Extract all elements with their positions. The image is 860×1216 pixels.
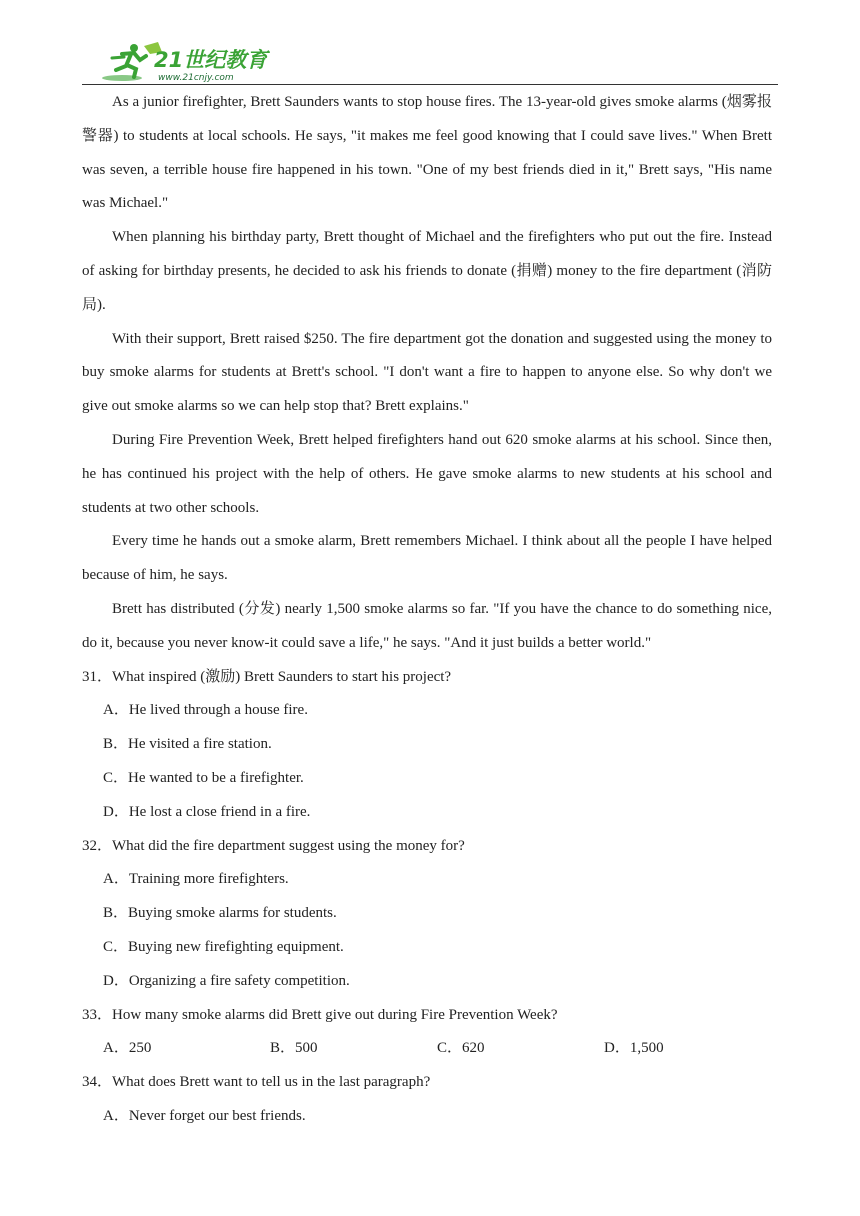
passage-paragraph-4: During Fire Prevention Week, Brett helped firefighters hand out 620 smoke alarms at his school. Since then, he has continued his project with the help of others. He gave smoke alarms to new students at his school and students at two other schools. [82,431,772,516]
question-32: 32．What did the fire department suggest using the money for? [82,837,465,854]
q33-option-a: A．250 [103,1040,152,1057]
q31-option-c: C．He wanted to be a firefighter. [103,769,304,786]
question-34: 34．What does Brett want to tell us in the last paragraph? [82,1074,431,1091]
passage-paragraph-5: Every time he hands out a smoke alarm, Brett remembers Michael. I think about all the people I have helped because of him, he says. [82,533,772,584]
document-body [82,86,772,1134]
q32-option-d: D．Organizing a fire safety competition. [103,972,350,989]
q33-option-b: B．500 [270,1040,318,1057]
passage-paragraph-2: When planning his birthday party, Brett thought of Michael and the firefighters who put out the fire. Instead of asking for birthday presents, he decided to ask his friends to donate (捐赠) money to the fire department (消防局). [82,229,772,313]
svg-text:www.21cnjy.com: www.21cnjy.com [158,73,234,83]
q32-option-c: C．Buying new firefighting equipment. [103,938,344,955]
q33-options [82,1032,772,1066]
q31-option-a: A．He lived through a house fire. [103,702,308,719]
q32-option-a: A．Training more firefighters. [103,871,289,888]
question-33: 33．How many smoke alarms did Brett give out during Fire Prevention Week? [82,1006,558,1023]
logo-21cnjy-icon [100,40,270,84]
header-divider [82,84,778,85]
q32-option-b: B．Buying smoke alarms for students. [103,905,337,922]
passage-paragraph-1: As a junior firefighter, Brett Saunders wants to stop house fires. The 13-year-old gives smoke alarms (烟雾报警器) to students at local schools. He says, "it makes me feel good knowing that I could save lives." When Brett was seven, a terrible house fire happened in his town. "One of my best friends died in it," Brett says, "His name was Michael." [82,94,772,212]
passage-paragraph-3: With their support, Brett raised $250. The fire department got the donation and suggested using the money to buy smoke alarms for students at Brett's school. "I don't want a fire to happen to anyone else. So why don't we give out smoke alarms so we can help stop that? Brett explains." [82,330,772,415]
q33-option-c: C．620 [437,1040,485,1057]
question-31: 31．What inspired (激励) Brett Saunders to start his project? [82,668,452,685]
q31-option-d: D．He lost a close friend in a fire. [103,803,311,820]
passage-paragraph-6: Brett has distributed (分发) nearly 1,500 smoke alarms so far. "If you have the chance to do something nice, do it, because you never know-it could save a life," he says. "And it just builds a better world." [82,600,772,651]
q33-option-d: D．1,500 [604,1040,664,1057]
page-header [82,40,778,86]
svg-text:21世纪教育: 21世纪教育 [154,48,268,72]
q31-option-b: B．He visited a fire station. [103,736,272,753]
q34-option-a: A．Never forget our best friends. [103,1107,306,1124]
